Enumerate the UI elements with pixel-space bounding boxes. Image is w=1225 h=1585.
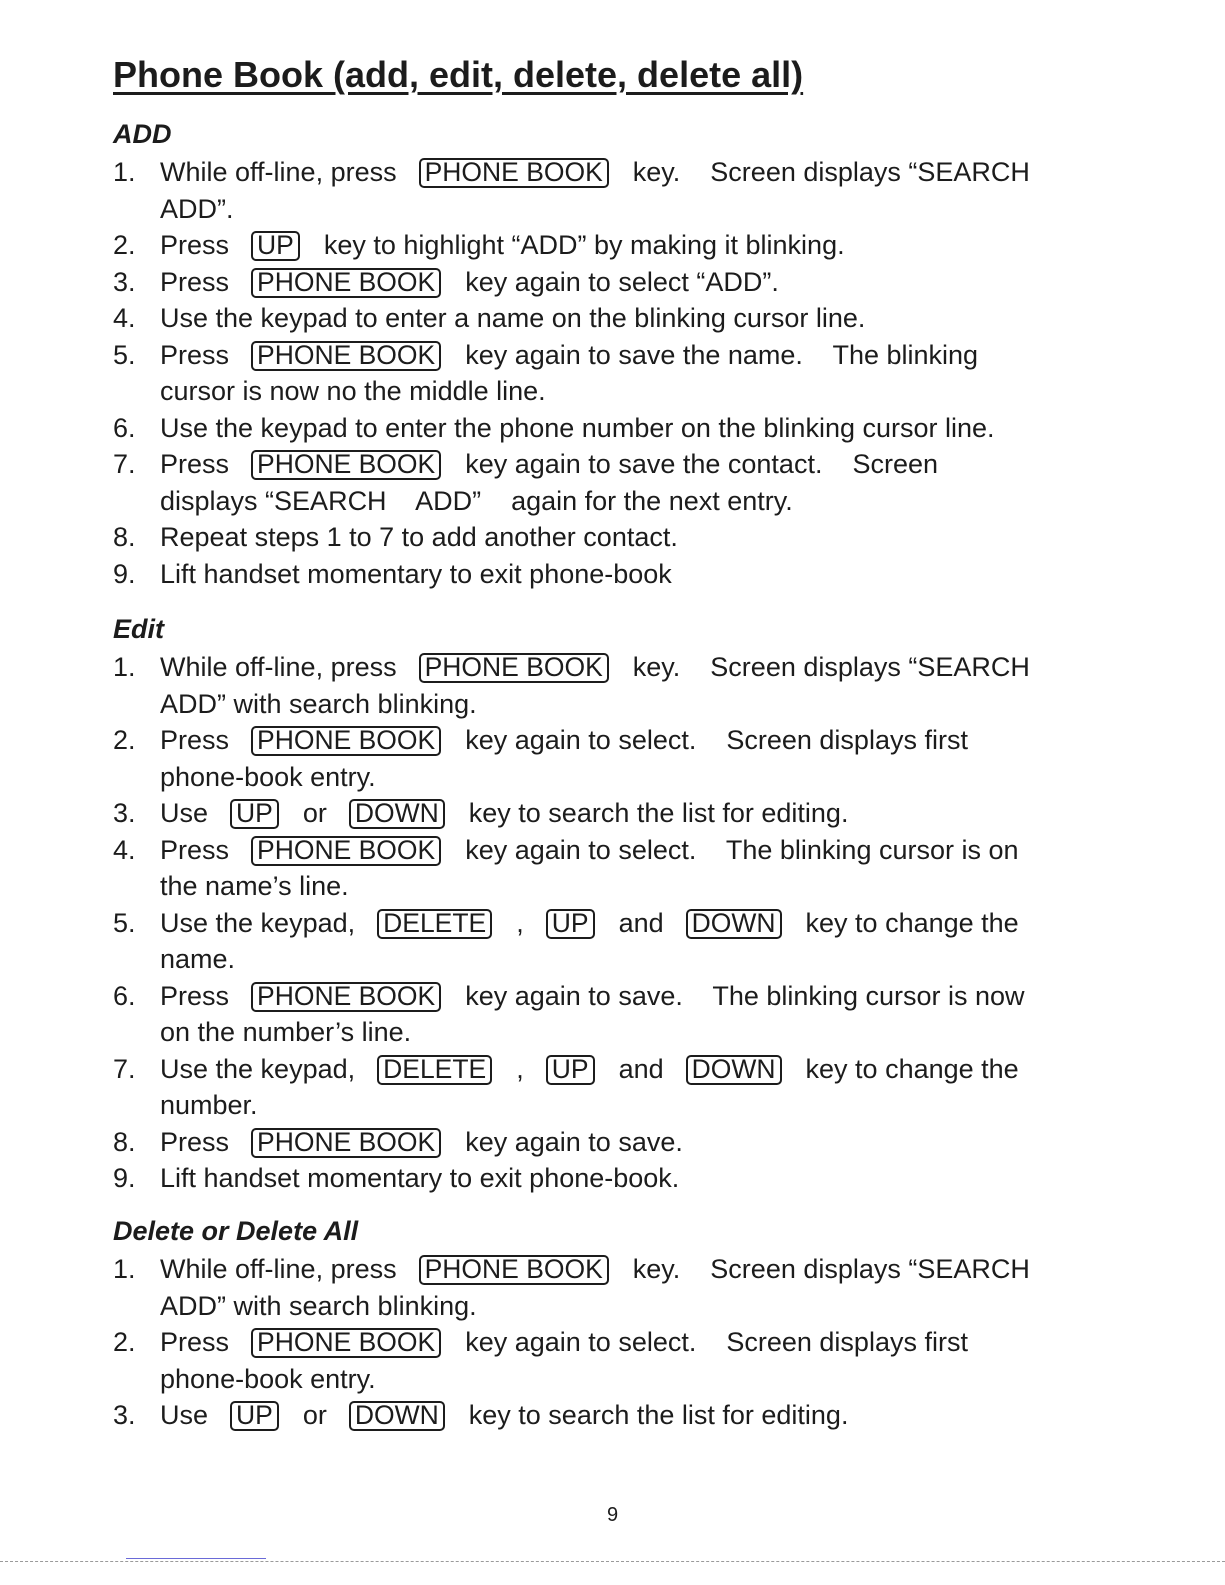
step-text (160, 649, 1030, 685)
step-text (160, 686, 477, 722)
text-segment: Press (160, 266, 230, 297)
step-number: 2. (113, 230, 136, 260)
up-key: UP (251, 231, 300, 261)
section-heading-edit: Edit (113, 614, 164, 644)
text-segment: Press (160, 1327, 230, 1357)
step-text (160, 722, 968, 758)
text-segment: key again to save. The blinking cursor is now (465, 980, 1025, 1011)
step-text (160, 300, 865, 336)
down-key: DOWN (349, 1401, 445, 1431)
down-key: DOWN (686, 1055, 782, 1085)
text-segment: key again to save the name. The blinking (465, 339, 979, 370)
phone-book-key: PHONE BOOK (251, 268, 441, 298)
text-segment: name. (160, 944, 236, 974)
text-segment: Press (160, 1126, 230, 1157)
step-number: 7. (113, 1053, 136, 1084)
text-segment: Use (160, 1400, 209, 1430)
text-segment: Press (160, 980, 230, 1011)
step-number: 2. (113, 1327, 136, 1357)
step-number: 9. (113, 558, 136, 589)
page-title: Phone Book (add, edit, delete, delete all) (113, 54, 804, 95)
step-text (160, 1014, 411, 1050)
phone-book-key: PHONE BOOK (251, 836, 441, 866)
text-segment: the name’s line. (160, 871, 349, 901)
step-number: 1. (113, 157, 136, 187)
footer-divider (0, 1561, 1225, 1562)
step-text (160, 1124, 683, 1160)
text-segment: key to change the (805, 1053, 1019, 1084)
text-segment: While off-line, press (160, 1254, 397, 1284)
step-text (160, 446, 938, 482)
step-number: 5. (113, 907, 136, 938)
text-segment: key again to save. (465, 1126, 683, 1157)
step-number: 3. (113, 798, 136, 828)
phone-book-key: PHONE BOOK (419, 653, 609, 683)
text-segment: or (302, 798, 327, 828)
step-text (160, 410, 995, 446)
text-segment: While off-line, press (160, 157, 397, 187)
step-number: 6. (113, 980, 136, 1011)
step-text (160, 832, 1019, 868)
text-segment: Press (160, 449, 230, 479)
step-number: 6. (113, 412, 136, 443)
text-segment: or (302, 1400, 327, 1430)
phone-book-key: PHONE BOOK (251, 1128, 441, 1158)
delete-key: DELETE (377, 1055, 492, 1085)
text-segment: phone-book entry. (160, 1363, 376, 1394)
text-segment: Repeat steps 1 to 7 to add another contact. (160, 522, 678, 552)
step-text (160, 1087, 258, 1123)
phone-book-key: PHONE BOOK (251, 726, 441, 756)
text-segment: and (618, 1053, 664, 1084)
step-text (160, 337, 978, 373)
text-segment: ADD”. (160, 193, 234, 224)
text-segment: Lift handset momentary to exit phone-book. (160, 1163, 680, 1193)
text-segment: phone-book entry. (160, 761, 376, 792)
text-segment: number. (160, 1090, 258, 1120)
step-number: 5. (113, 339, 136, 370)
text-segment: Lift handset momentary to exit phone-book (160, 558, 672, 589)
text-segment: , (516, 1053, 524, 1084)
step-text (160, 1361, 376, 1397)
step-text (160, 795, 848, 831)
step-number: 1. (113, 1254, 136, 1284)
text-segment: Press (160, 834, 230, 865)
text-segment: key. Screen displays “SEARCH (632, 1254, 1030, 1284)
text-segment: Press (160, 725, 230, 755)
phone-book-key: PHONE BOOK (419, 1255, 609, 1285)
down-key: DOWN (686, 909, 782, 939)
text-segment: Use the keypad, (160, 907, 356, 938)
text-segment: key to search the list for editing. (468, 798, 849, 828)
footer-underline (126, 1558, 266, 1559)
step-text (160, 1288, 477, 1324)
step-text (160, 1324, 968, 1360)
step-text (160, 759, 376, 795)
text-segment: key again to save the contact. Screen (465, 449, 938, 479)
step-number: 3. (113, 1400, 136, 1430)
text-segment: key again to select “ADD”. (465, 266, 779, 297)
text-segment: on the number’s line. (160, 1017, 412, 1047)
step-number: 4. (113, 834, 136, 865)
phone-book-key: PHONE BOOK (251, 341, 441, 371)
step-number: 4. (113, 303, 136, 333)
step-text (160, 1397, 848, 1433)
up-key: UP (546, 1055, 595, 1085)
step-text (160, 519, 678, 555)
step-text (160, 556, 672, 592)
step-text (160, 264, 779, 300)
step-number: 8. (113, 522, 136, 552)
phone-book-key: PHONE BOOK (251, 450, 441, 480)
step-number: 8. (113, 1126, 136, 1157)
delete-key: DELETE (377, 909, 492, 939)
text-segment: and (618, 907, 664, 938)
text-segment: key again to select. The blinking cursor is on (465, 834, 1019, 865)
text-segment: key. Screen displays “SEARCH (632, 157, 1030, 187)
text-segment: ADD” with search blinking. (160, 1290, 477, 1321)
text-segment: Press (160, 230, 230, 260)
step-number: 1. (113, 652, 136, 682)
text-segment: key again to select. Screen displays first (465, 1327, 968, 1357)
text-segment: key again to select. Screen displays first (465, 725, 968, 755)
step-text (160, 373, 546, 409)
step-text (160, 1160, 679, 1196)
step-number: 3. (113, 266, 136, 297)
step-text (160, 905, 1019, 941)
text-segment: Press (160, 339, 230, 370)
step-number: 9. (113, 1163, 136, 1193)
up-key: UP (230, 1401, 279, 1431)
text-segment: key to highlight “ADD” by making it blinking. (323, 230, 845, 260)
step-number: 7. (113, 449, 136, 479)
step-text (160, 191, 234, 227)
up-key: UP (230, 799, 279, 829)
text-segment: key to search the list for editing. (468, 1400, 849, 1430)
text-segment: displays “SEARCH ADD” again for the next entry. (160, 485, 793, 516)
step-number: 2. (113, 725, 136, 755)
text-segment: ADD” with search blinking. (160, 688, 477, 719)
text-segment: Use (160, 798, 209, 828)
step-text (160, 1051, 1019, 1087)
step-text (160, 978, 1025, 1014)
up-key: UP (546, 909, 595, 939)
phone-book-key: PHONE BOOK (251, 1328, 441, 1358)
step-text (160, 227, 845, 263)
step-text (160, 154, 1030, 190)
text-segment: While off-line, press (160, 652, 397, 682)
phone-book-key: PHONE BOOK (251, 982, 441, 1012)
step-text (160, 868, 349, 904)
step-text (160, 483, 793, 519)
text-segment: cursor is now no the middle line. (160, 376, 546, 406)
text-segment: Use the keypad, (160, 1053, 356, 1084)
phone-book-key: PHONE BOOK (419, 158, 609, 188)
text-segment: key to change the (805, 907, 1019, 938)
text-segment: Use the keypad to enter a name on the blinking cursor line. (160, 303, 866, 333)
section-heading-delete: Delete or Delete All (113, 1216, 359, 1246)
text-segment: , (516, 907, 524, 938)
page-number: 9 (606, 1504, 619, 1526)
down-key: DOWN (349, 799, 445, 829)
section-heading-add: ADD (113, 119, 172, 149)
text-segment: Use the keypad to enter the phone number on the blinking cursor line. (160, 412, 995, 443)
step-text (160, 1251, 1030, 1287)
text-segment: key. Screen displays “SEARCH (632, 652, 1030, 682)
step-text (160, 941, 235, 977)
